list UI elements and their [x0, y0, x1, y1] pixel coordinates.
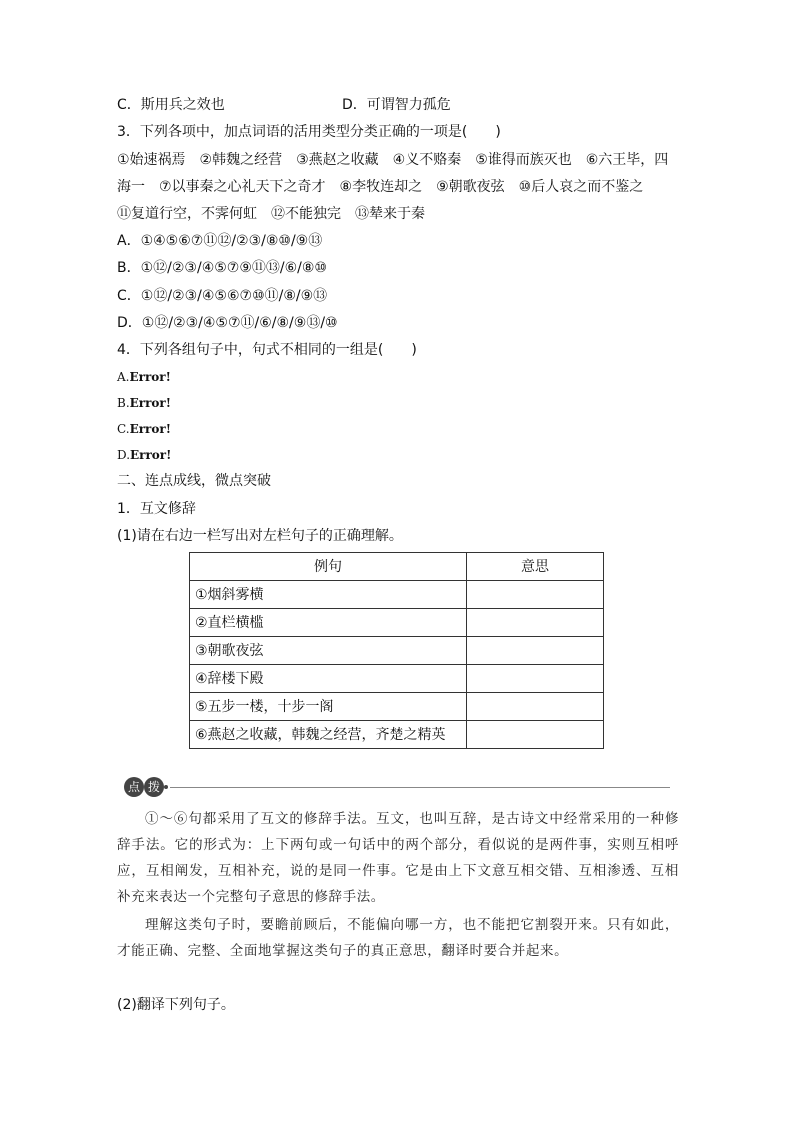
q2-option-d: D．可谓智力孤危	[342, 97, 451, 113]
example-sentence-cell: ⑥燕赵之收藏，韩魏之经营，齐楚之精英	[190, 721, 467, 749]
table-row	[190, 609, 604, 637]
table-row	[190, 721, 604, 749]
tip-paragraph-1: ①～⑥句都采用了互文的修辞手法。互文，也叫互辞，是古诗文中经常采用的一种修辞手法。它的形式为：上下两句或一句话中的两个部分，看似说的是两件事，实则互相呼应，互相阐发，互相补充，说的是同一件事。它是由上下文意互相交错、互相渗透、互相补充来表达一个完整句子意思的修辞手法。	[117, 811, 679, 905]
q4-option-b-letter: B.	[117, 396, 130, 410]
tip-rule-dot	[164, 785, 168, 789]
huwen-example-table	[189, 552, 604, 749]
q2-option-c: C．斯用兵之效也	[117, 97, 225, 113]
meaning-answer-cell[interactable]	[467, 637, 604, 665]
table-row	[190, 665, 604, 693]
q4-option-a-text: Error!	[129, 370, 171, 384]
table-row	[190, 693, 604, 721]
tip-badge-dian: 点	[124, 777, 144, 797]
meaning-answer-cell[interactable]	[467, 581, 604, 609]
q4-stem: 4．下列各组句子中，句式不相同的一组是( )	[117, 342, 417, 358]
q4-option-b-text: Error!	[129, 396, 172, 410]
q4-option-b	[117, 393, 171, 413]
example-sentence-cell: ⑤五步一楼，十步一阁	[190, 693, 467, 721]
table-row	[190, 637, 604, 665]
column-header-meaning: 意思	[467, 553, 604, 581]
q3-option-a: A．①④⑤⑥⑦⑪⑫/②③/⑧⑩/⑨⑬	[117, 233, 323, 249]
q3-option-d: D．①⑫/②③/④⑤⑦⑪/⑥/⑧/⑨⑬/⑩	[117, 315, 338, 331]
q3-items-line-1: ①始速祸焉 ②韩魏之经营 ③燕赵之收藏 ④义不赂秦 ⑤谁得而族灭也 ⑥六王毕，四	[117, 152, 669, 168]
q4-option-d-letter: D.	[117, 448, 131, 462]
q3-option-b: B．①⑫/②③/④⑤⑦⑨⑪⑬/⑥/⑧⑩	[117, 260, 327, 276]
meaning-answer-cell[interactable]	[467, 721, 604, 749]
subsection-1-heading: 1．互文修辞	[117, 501, 196, 517]
translate-question: (2)翻译下列句子。	[117, 997, 235, 1013]
q4-option-c	[117, 419, 171, 439]
meaning-answer-cell[interactable]	[467, 665, 604, 693]
tip-paragraph-2: 理解这类句子时，要瞻前顾后，不能偏向哪一方，也不能把它割裂开来。只有如此，才能正确、完整、全面地掌握这类句子的真正意思，翻译时要合并起来。	[117, 917, 679, 959]
table-instruction: (1)请在右边一栏写出对左栏句子的正确理解。	[117, 528, 403, 544]
table-header-row	[190, 553, 604, 581]
q3-stem: 3．下列各项中，加点词语的活用类型分类正确的一项是( )	[117, 124, 501, 140]
example-sentence-cell: ②直栏横槛	[190, 609, 467, 637]
tip-badge-bo: 拨	[144, 777, 164, 797]
column-header-example: 例句	[190, 553, 467, 581]
q4-option-d-text: Error!	[130, 448, 172, 462]
example-sentence-cell: ④辞楼下殿	[190, 665, 467, 693]
q4-option-c-letter: C.	[117, 422, 130, 436]
tip-header	[120, 776, 672, 798]
tip-divider-line	[170, 787, 670, 788]
example-sentence-cell: ③朝歌夜弦	[190, 637, 467, 665]
example-sentence-cell: ①烟斜雾横	[190, 581, 467, 609]
q3-items-line-2: 海一 ⑦以事秦之心礼天下之奇才 ⑧李牧连却之 ⑨朝歌夜弦 ⑩后人哀之而不鉴之	[117, 179, 644, 195]
q4-option-d	[117, 445, 171, 465]
meaning-answer-cell[interactable]	[467, 693, 604, 721]
q3-items-line-3: ⑪复道行空，不霁何虹 ⑫不能独完 ⑬辇来于秦	[117, 206, 425, 222]
q4-option-a-letter: A.	[117, 370, 130, 384]
q4-option-a	[117, 367, 171, 387]
section-2-heading: 二、连点成线，微点突破	[117, 473, 271, 489]
q4-option-c-text: Error!	[129, 422, 171, 436]
meaning-answer-cell[interactable]	[467, 609, 604, 637]
table-row	[190, 581, 604, 609]
q3-option-c: C．①⑫/②③/④⑤⑥⑦⑩⑪/⑧/⑨⑬	[117, 288, 328, 304]
